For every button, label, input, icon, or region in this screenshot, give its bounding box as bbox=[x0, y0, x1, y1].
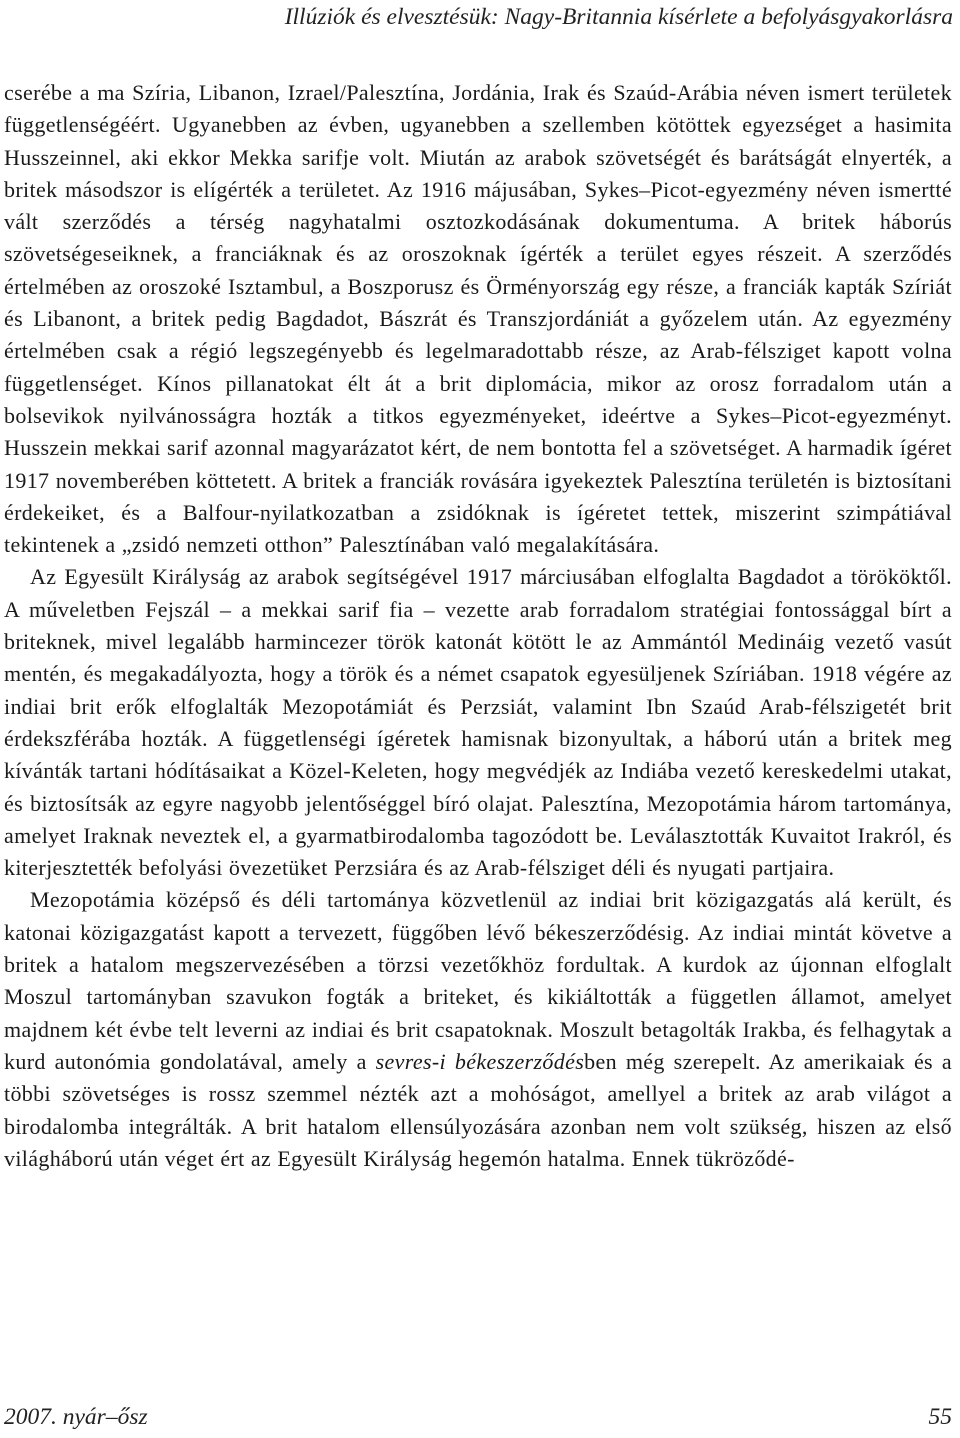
page-number: 55 bbox=[928, 1404, 952, 1430]
paragraph-3-text-start: Mezopotámia középső és déli tartománya közvetlenül az indiai brit közigazgatás alá került, és katonai közigazgatást kapott a tervezett, függőben lévő békeszerződésig. Az indiai mintát követve a britek a hatalom megszervezésében a törzsi vezetőkhöz fordultak. A kurdok az újonnan elfoglalt Moszul tartományban szavukon fogták a briteket, és kikiáltották a független államot, amelyet majdnem két évbe telt leverni az indiai és brit csapatoknak. Moszult betagolták Irakba, és felhagytak a kurd autonómia gondolatával, amely a bbox=[4, 887, 952, 1074]
treaty-name-italic: sevres-i békeszerződés bbox=[375, 1048, 585, 1074]
issue-label: 2007. nyár–ősz bbox=[4, 1404, 148, 1430]
running-header: Illúziók és elvesztésük: Nagy-Britannia kísérlete a befolyásgyakorlásra bbox=[284, 4, 953, 30]
paragraph-1: cserébe a ma Szíria, Libanon, Izrael/Palesztína, Jordánia, Irak és Szaúd-Arábia néven ismert területek függetlenségéért. Ugyanebben az évben, ugyanebben a szellemben kötöttek egyezséget a hasimita Husszeinnel, aki ekkor Mekka sarifje volt. Miután az arabok szövetségét és barátságát elnyerték, a britek másodszor is elígérték a területet. Az 1916 májusában, Sykes–Picot-egyezmény néven ismertté vált szerződés a térség nagyhatalmi osztozkodásának dokumentuma. A britek háborús szövetségeseiknek, a franciáknak és az oroszoknak ígérték a terület egyes részeit. A szerződés értelmében az oroszoké Isztambul, a Boszporusz és Örményország egy része, a franciák kapták Szíriát és Libanont, a britek pedig Bagdadot, Bászrát és Transzjordániát a győzelem után. Az egyezmény értelmében csak a régió legszegényebb és legelmaradottabb része, az Arab-félsziget kapott volna függetlenséget. Kínos pillanatokat élt át a brit diplomácia, mikor az orosz forradalom után a bolsevikok nyilvánosságra hozták a titkos egyezményeket, ideértve a Sykes–Picot-egyezményt. Husszein mekkai sarif azonnal magyarázatot kért, de nem bontotta fel a szövetséget. A harmadik ígéret 1917 novemberében köttetett. A britek a franciák rovására igyekeztek Palesztína területén is biztosítani érdekeiket, és a Balfour-nyilatkozatban a zsidóknak is ígéretet tettek, miszerint szimpátiával tekintenek a „zsidó nemzeti otthon” Palesztínában való megalakítására. bbox=[4, 80, 952, 558]
article-body bbox=[4, 77, 952, 1175]
page-footer bbox=[4, 1402, 952, 1432]
paragraph-3 bbox=[4, 884, 952, 1175]
paragraph-3-text-end: ben még szerepelt. Az amerikaiak és a többi szövetséges is rossz szemmel nézték azt a mohóságot, amellyel a britek az arab világot a birodalomba integrálták. A brit hatalom ellensúlyozására azonban nem volt szükség, hiszen az első világháború után véget ért az Egyesült Királyság hegemón hatalma. Ennek tükröződé- bbox=[4, 1048, 952, 1171]
paragraph-2: Az Egyesült Királyság az arabok segítségével 1917 márciusában elfoglalta Bagdadot a törököktől. A műveletben Fejszál – a mekkai sarif fia – vezette arab forradalom stratégiai fontossággal bírt a briteknek, mivel legalább harmincezer török katonát kötött le az Ammántól Medináig vezető vasút mentén, és megakadályozta, hogy a török és a német csapatok egyesüljenek Szíriában. 1918 végére az indiai brit erők elfoglalták Mezopotámiát és Perzsiát, valamint Ibn Szaúd Arab-félszigetét brit érdekszférába hozták. A függetlenségi ígéretek hamisnak bizonyultak, a háború után a britek meg kívánták tartani hódításaikat a Közel-Keleten, hogy megvédjék az Indiába vezető kereskedelmi utakat, és biztosítsák az egyre nagyobb jelentőséggel bíró olajat. Palesztína, Mezopotámia három tartománya, amelyet Iraknak neveztek el, a gyarmatbirodalomba tagozódott be. Leválasztották Kuvaitot Irakról, és kiterjesztették befolyási övezetüket Perzsiára és az Arab-félsziget déli és nyugati partjaira. bbox=[4, 564, 952, 881]
